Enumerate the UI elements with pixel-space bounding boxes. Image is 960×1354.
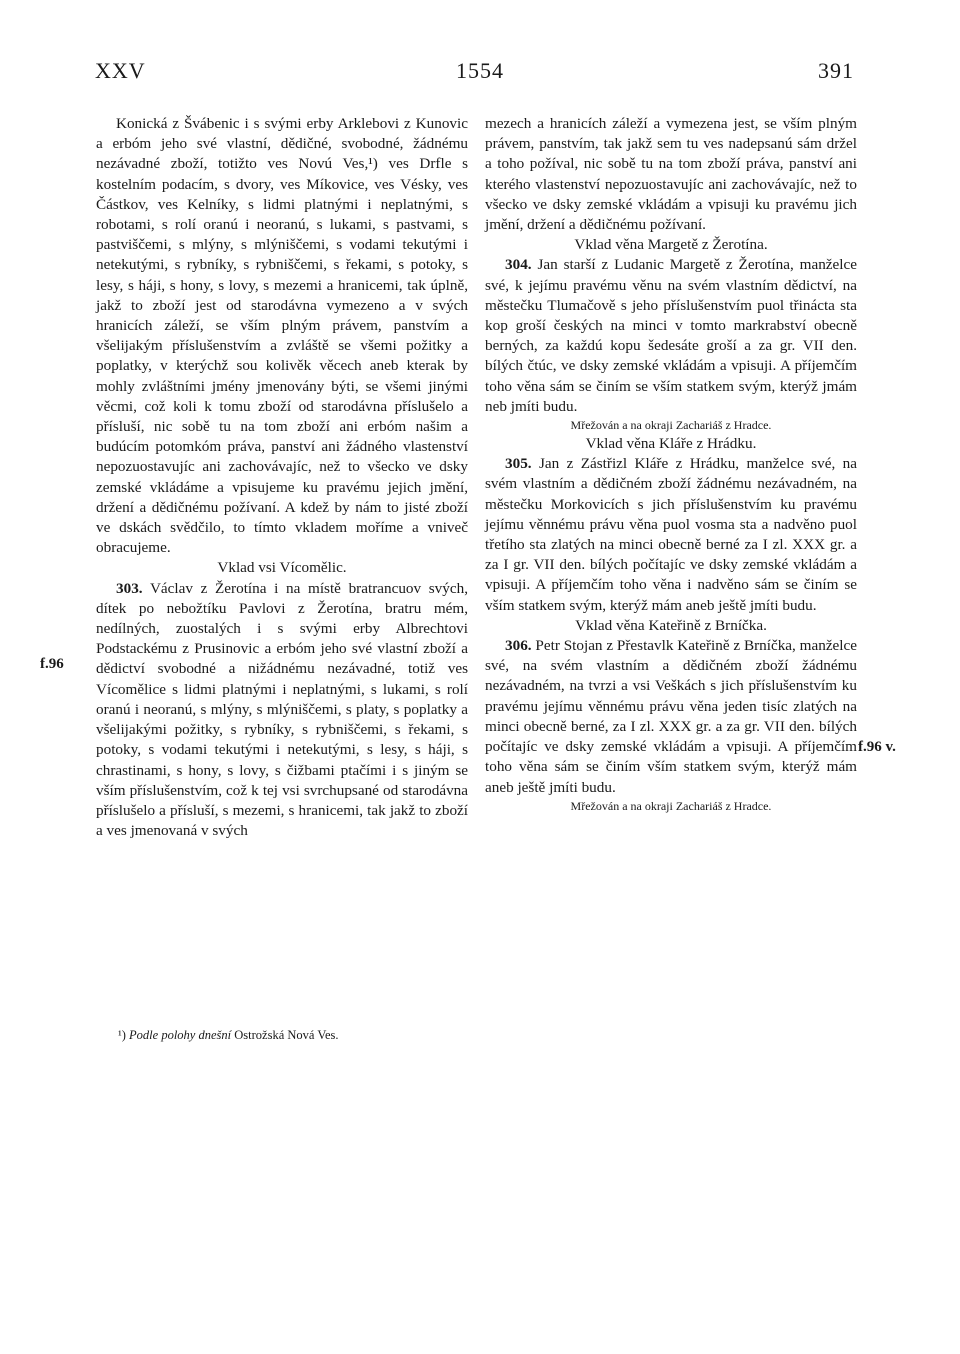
- entry-text: Jan starší z Ludanic Margetě z Žerotína, manželce své, k jejímu pravému věnu na svém vlastním dědictví, na městečku Tlumačově s jeho příslušenstvím puol třinácta sta kop groší českých na minci v tomto markrabství obecně berných, za každú kopu šedesáte groší a za gr. VII den. bílých čtúc, ve dsky zemské vkládám a vpisuji. A příjemčím toho věna sám se činím se vším statkem svým, kterýž jmám neb jmíti budu.: [485, 256, 857, 415]
- entry-number: 304.: [505, 256, 532, 274]
- paragraph-continued: mezech a hranicích záleží a vymezena jest, se vším plným právem, panstvím, tak jakž sem tu ves nadepsanú sám držel a toho požíval, nic sobě tu na tom zboží práva, panství ani kterého vlastenství nepozuostavujíc ani zachovávajíc, než to všecko ve dsky zemské vkládám a vpisuji ku pravému jich jmění, držení a dědičnému požívaní.: [485, 115, 857, 234]
- entry-306: [485, 636, 857, 798]
- right-column: [485, 114, 857, 815]
- footnote-mark: ¹): [118, 1028, 126, 1042]
- entry-text: Petr Stojan z Přestavlk Kateřině z Brníčka, manželce své, na svém vlastním a dědičném zboží žádnému nezávadném, na tvrzi a vsi Veškách s jich příslušenstvím ku pravému jejímu věnnému právu věna jeden tisíc zlatých na minci obecně berné, za I zl. XXX gr. a za gr. VII den. bílých počítajíc ve dsky zemské vkládám a vpisuji. A příjemčím toho věna sám se činím vším statkem svým, kterýž mám aneb ještě jmíti budu.: [485, 637, 858, 796]
- entry-text: Jan z Zástřizl Kláře z Hrádku, manželce své, na svém vlastním a dědičném zboží žádnému nezávadném, na městečku Morkovicích s jich příslušenstvím ku pravému jejímu věnnému právu věna puol vosma sta a nadvěno puol třetího sta zlatých na minci obecně berné za I zl. XXX gr. a za I gr. VII den. bílých počítajíc ve dsky zemské vkládám a vpisuji. A příjemčím toho věna i nadvěno sám se činím se vším statkem svým, kterýž mám aneb ještě jmíti budu.: [485, 455, 857, 614]
- footnote-text: Ostrožská Nová Ves.: [234, 1028, 339, 1042]
- entry-305: [485, 454, 857, 616]
- entry-heading: Vklad věna Margetě z Žerotína.: [574, 236, 768, 254]
- entry-heading: Vklad vsi Vícomělic.: [217, 559, 347, 577]
- entry-304: [485, 255, 857, 417]
- left-column: [96, 114, 468, 841]
- running-head-chapter: XXV: [95, 58, 146, 83]
- folio-margin-note: f.96 v.: [858, 739, 896, 755]
- page-number: 391: [818, 58, 854, 83]
- folio-margin-note: f.96: [40, 656, 64, 672]
- entry-303: [96, 579, 468, 842]
- entry-number: 306.: [505, 637, 532, 655]
- paragraph-continued: Konická z Švábenic i s svými erby Arklebovi z Kunovic a erbóm jeho své vlastní, dědičné, svobodné, žádnému nezávadné zboží, totižto ves Novú Ves,¹) ves Drfle s kostelním podacím, s dvory, ves Míkovice, ves Vésky, ves Částkov, ves Kelníky, s lidmi platnými i neplatnými, s robotami, s rolí oranú i neoranú, s lukami, s pastvami, s pastviščemi, s mlýny, s mlýniščemi, s vodami tekutými i netekutými, s rybníky, s rybniščemi, s řekami, s potoky, s lesy, s háji, s hony, s lovy, s mezemi a hranicemi, tak úplně, jakž to zboží jest od starodávna vymezeno a v svých hranicích záleží, se vším plným právem, panstvím a všelijakým příslušenstvím a zvláště se všemi požitky a poplatky, v kterýchž sou kolivěk věcech aneb kterak by mohly zvláštními jmény jmenovány býti, se všemi jinými věcmi, což koli k tomu zboží od starodávna příslušelo a přísluší, nic sobě tu na tom zboží ani erbóm našim a budúcím potomkóm práva, panství ani žádného vlastenství nepozuostavujíc ani zachovávajíc, než to všecko ve dsky zemské vkládáme a vpisujeme ku pravému jejich jmění, držení a dědičnému požívaní. A kdež by nám to jisté zboží ve dskách svědčilo, to tímto vkladem moříme a vniveč obracujeme.: [96, 115, 468, 557]
- entry-heading: Vklad věna Kateřině z Brníčka.: [575, 616, 767, 634]
- footnote: [118, 1028, 339, 1043]
- entry-note: Mřežován a na okraji Zachariáš z Hradce.: [570, 418, 772, 433]
- entry-text: Václav z Žerotína i na místě bratrancuov svých, dítek po nebožtíku Pavlovi z Žerotína, bratru mém, nedílných, zuostalých i s svými erby Albrechtovi Podstackému z Prusinovic a erbóm jeho své vlastní zboží a dědictví svobodné a nižádnému nezávadné, totiž ves Vícomělice s lidmi platnými i neplatnými, s lukami, s rolí oranú i neoranú, s mlýny, s mlýniščemi, s platy, s poplatky a všelijakými požitky, s rybníky, s rybniščemi, s řekami, s potoky, s vodami tekutými i netekutými, s lesy, s háji, s chrastinami, s hony, s lovy, s čižbami ptačími i s jiným se vším příslušenstvím, což k tej vsi svrchupsané od starodávna příslušelo a přísluší, s mezemi, s hranicemi, tak jakž to zboží a ves jmenovaná v svých: [96, 579, 468, 840]
- entry-number: 305.: [505, 455, 532, 473]
- entry-note: Mřežován a na okraji Zachariáš z Hradce.: [570, 798, 772, 813]
- entry-heading: Vklad věna Kláře z Hrádku.: [585, 435, 757, 453]
- entry-number: 303.: [116, 579, 143, 597]
- running-head-year: 1554: [456, 58, 504, 83]
- footnote-italic: Podle polohy dnešní: [129, 1028, 232, 1042]
